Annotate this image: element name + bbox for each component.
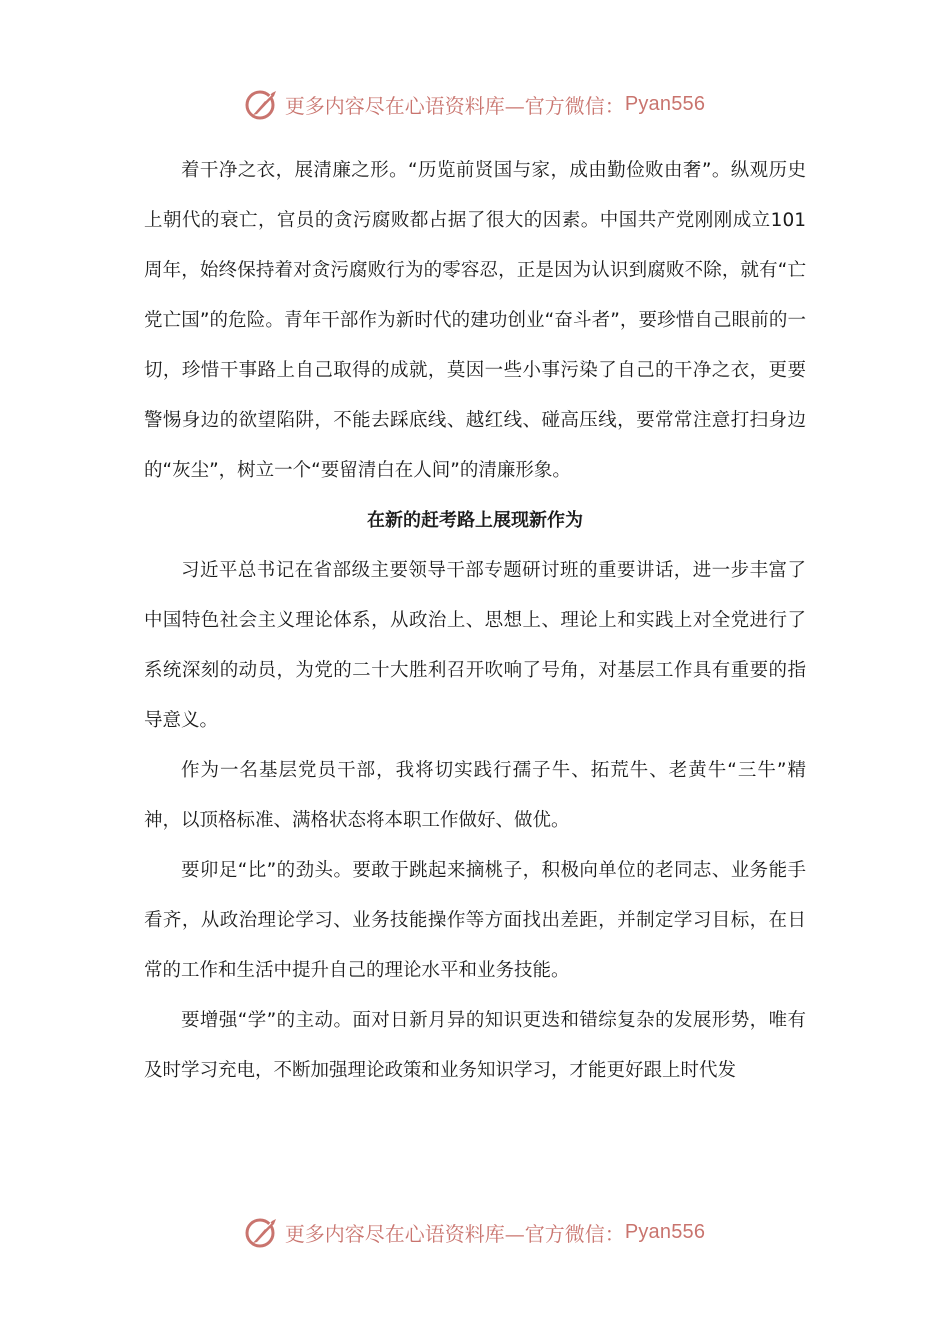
paragraph-compete: 要卯足“比”的劲头。要敢于跳起来摘桃子，积极向单位的老同志、业务能手看齐，从政治理论学习、业务技能操作等方面找出差距，并制定学习目标，在日常的工作和生活中提升自己的理论水平和业务技能。	[144, 860, 806, 981]
header-watermark	[0, 84, 950, 124]
paragraph-speech: 习近平总书记在省部级主要领导干部专题研讨班的重要讲话，进一步丰富了中国特色社会主义理论体系，从政治上、思想上、理论上和实践上对全党进行了系统深刻的动员，为党的二十大胜利召开吹响了号角，对基层工作具有重要的指导意义。	[144, 560, 806, 731]
watermark-text: 更多内容尽在心语资料库—官方微信：	[284, 1221, 625, 1246]
quill-pen-icon	[245, 1215, 279, 1249]
watermark-handle: Pyan556	[624, 92, 706, 115]
paragraph-three-oxen: 作为一名基层党员干部，我将切实践行孺子牛、拓荒牛、老黄牛“三牛”精神，以顶格标准、满格状态将本职工作做好、做优。	[144, 760, 806, 831]
footer-watermark	[0, 1212, 950, 1252]
paragraph-integrity: 着干净之衣，展清廉之形。“历览前贤国与家，成由勤俭败由奢”。纵观历史上朝代的衰亡，官员的贪污腐败都占据了很大的因素。中国共产党刚刚成立101周年，始终保持着对贪污腐败行为的零容忍，正是因为认识到腐败不除，就有“亡党亡国”的危险。青年干部作为新时代的建功创业“奋斗者”，要珍惜自己眼前的一切，珍惜干事路上自己取得的成就，莫因一些小事污染了自己的干净之衣，更要警惕身边的欲望陷阱，不能去踩底线、越红线、碰高压线，要常常注意打扫身边的“灰尘”，树立一个“要留清白在人间”的清廉形象。	[144, 160, 806, 481]
watermark-text: 更多内容尽在心语资料库—官方微信：	[284, 93, 625, 118]
section-heading: 在新的赶考路上展现新作为	[367, 510, 583, 531]
paragraph-learn: 要增强“学”的主动。面对日新月异的知识更迭和错综复杂的发展形势，唯有及时学习充电，不断加强理论政策和业务知识学习，才能更好跟上时代发	[144, 1010, 806, 1081]
watermark-handle: Pyan556	[624, 1220, 706, 1243]
document-body	[144, 146, 806, 1096]
quill-pen-icon	[245, 87, 279, 121]
